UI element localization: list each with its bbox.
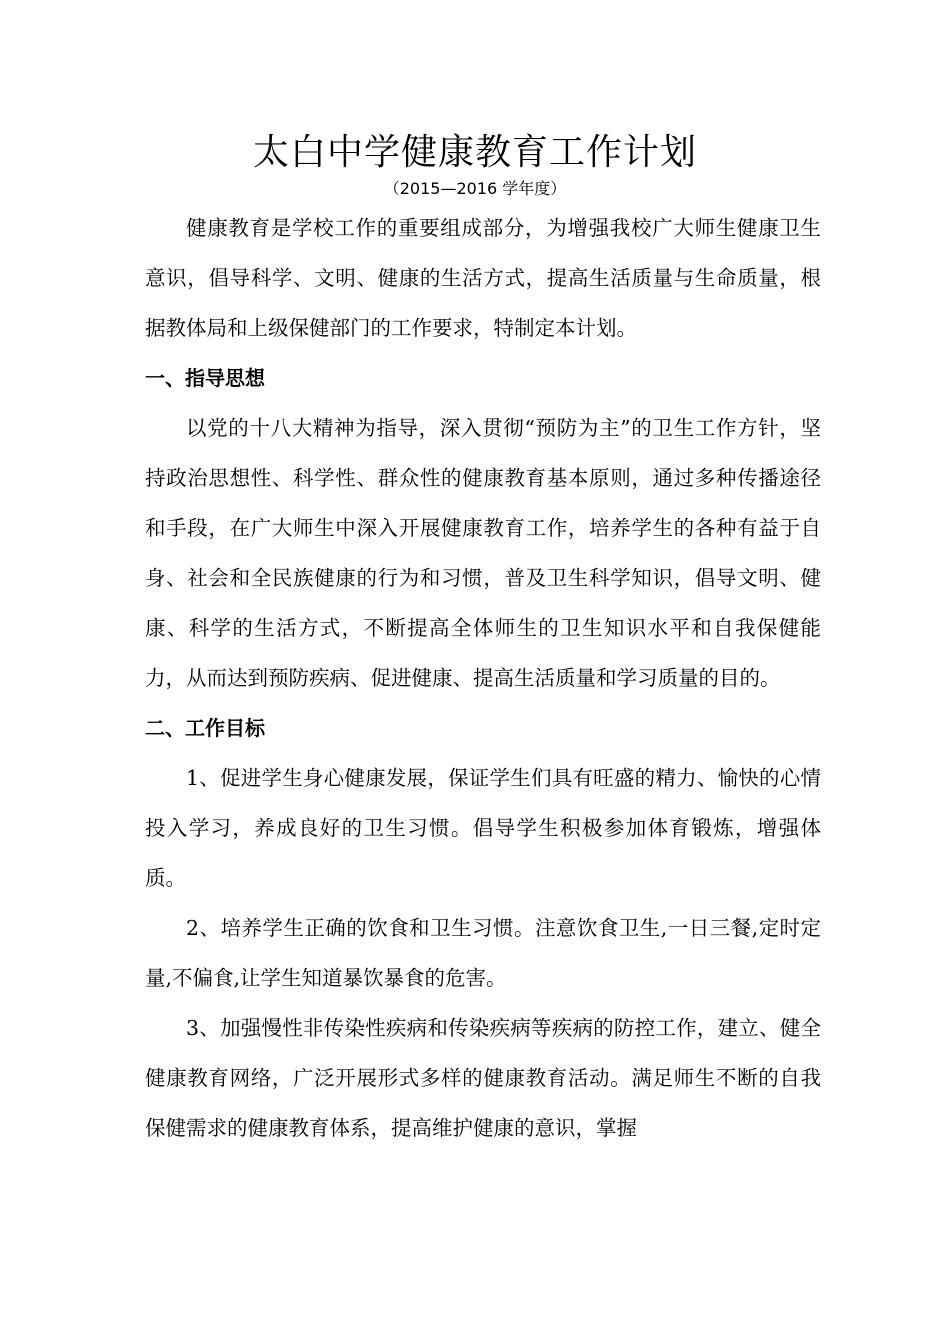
document-subtitle: （2015—2016 学年度）	[383, 179, 567, 198]
section-heading: 一、指导思想	[145, 366, 265, 390]
goal-paragraph-2: 2、培养学生正确的饮食和卫生习惯。注意饮食卫生,一日三餐,定时定量,不偏食,让学生知道暴饮暴食的危害。	[145, 916, 821, 990]
section-heading: 二、工作目标	[145, 716, 265, 740]
section-paragraph: 以党的十八大精神为指导，深入贯彻“预防为主”的卫生工作方针，坚持政治思想性、科学性、群众性的健康教育基本原则，通过多种传播途径和手段，在广大师生中深入开展健康教育工作，培养学生的各种有益于自身、社会和全民族健康的行为和习惯，普及卫生科学知识，倡导文明、健康、科学的生活方式，不断提高全体师生的卫生知识水平和自我保健能力，从而达到预防疾病、促进健康、提高生活质量和学习质量的目的。	[145, 416, 821, 690]
goal-paragraph-3: 3、加强慢性非传染性疾病和传染疾病等疾病的防控工作，建立、健全健康教育网络，广泛开展形式多样的健康教育活动。满足师生不断的自我保健需求的健康教育体系，提高维护健康的意识，掌握	[145, 1016, 821, 1140]
document-title: 太白中学健康教育工作计划	[252, 132, 697, 173]
intro-paragraph: 健康教育是学校工作的重要组成部分，为增强我校广大师生健康卫生意识，倡导科学、文明、健康的生活方式，提高生活质量与生命质量，根据教体局和上级保健部门的工作要求，特制定本计划。	[145, 216, 821, 340]
document-body	[145, 203, 821, 1153]
goal-paragraph-1: 1、促进学生身心健康发展，保证学生们具有旺盛的精力、愉快的心情投入学习，养成良好的卫生习惯。倡导学生积极参加体育锻炼，增强体质。	[145, 766, 821, 890]
section-work-goals	[145, 703, 821, 1153]
section-guiding-ideology	[145, 353, 821, 703]
